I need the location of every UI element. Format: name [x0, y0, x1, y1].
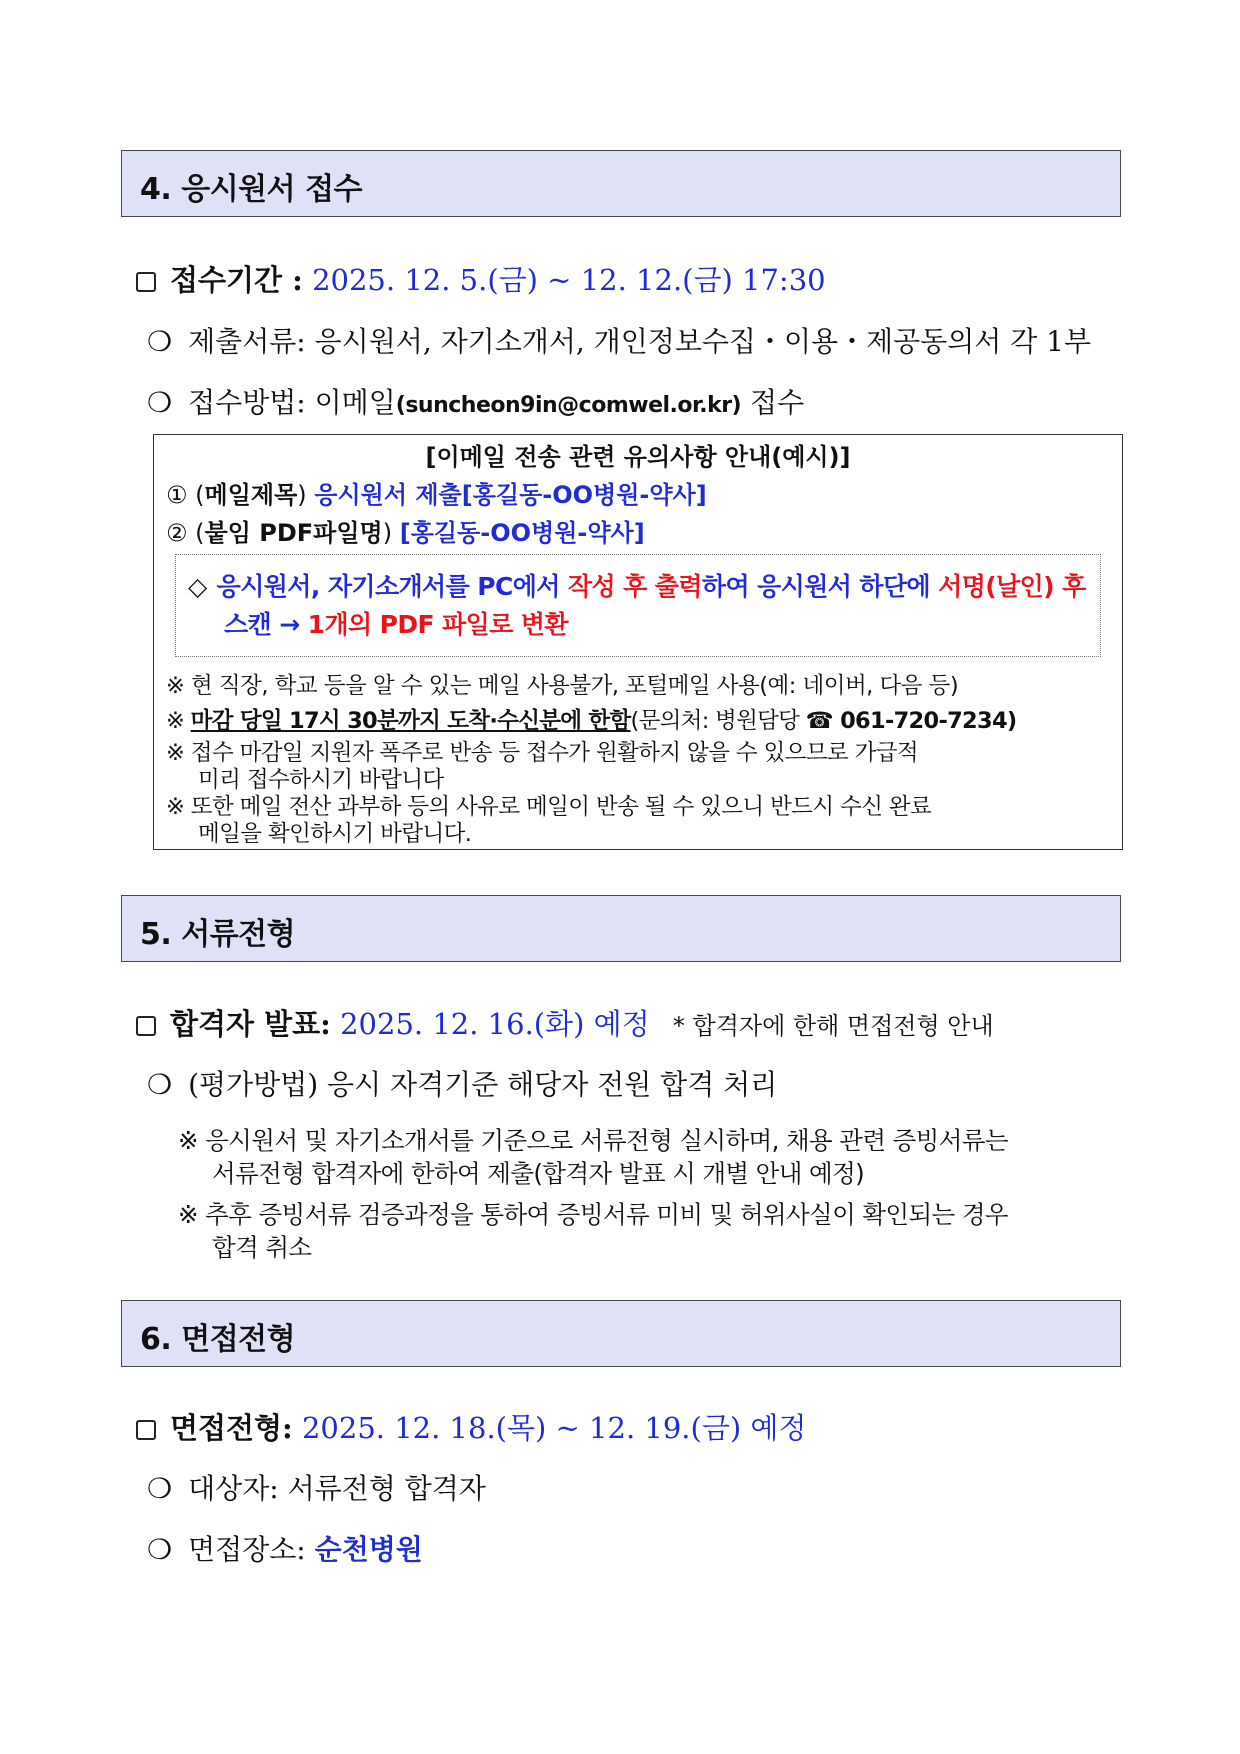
place-value: 순천병원 — [314, 1533, 423, 1566]
method-item — [147, 381, 804, 421]
phone-icon: ☎ — [805, 708, 833, 734]
method-email[interactable]: (suncheon9in@comwel.or.kr) — [395, 393, 742, 418]
note2-mark: ※ — [166, 708, 191, 734]
circle-bullet-icon: ❍ — [147, 1533, 173, 1566]
result-announcement — [136, 1002, 994, 1043]
announce-label: 합격자 발표: — [170, 1007, 331, 1041]
inner-part-4: 서명(날인) 후 — [938, 572, 1086, 601]
checkbox-square-icon — [136, 1420, 156, 1440]
inner-part-6: 1개의 PDF 파일로 변환 — [307, 610, 568, 639]
target-text: 대상자: 서류전형 합격자 — [188, 1472, 486, 1505]
section-5-title: 5. 서류전형 — [140, 917, 296, 952]
item1-label: 메일제목 — [204, 481, 298, 509]
item2-close: ) — [382, 519, 393, 547]
section-6-header — [121, 1300, 1121, 1367]
section5-note-1-line-1: ※ 응시원서 및 자기소개서를 기준으로 서류전형 실시하며, 채용 관련 증빙서류는 — [178, 1126, 1008, 1155]
item1-close: ) — [297, 481, 307, 509]
notice-note-4-line-1: ※ 또한 메일 전산 과부하 등의 사유로 메일이 반송 될 수 있으니 반드시 수신 완료 — [166, 794, 932, 820]
method-label: 접수방법: 이메일 — [188, 386, 396, 419]
circle-bullet-icon: ❍ — [147, 1068, 173, 1101]
interview-place — [147, 1528, 423, 1568]
inner-line-2 — [224, 605, 568, 641]
circle-bullet-icon: ❍ — [147, 325, 173, 358]
inner-part-2: 작성 후 출력 — [567, 572, 702, 601]
circle-bullet-icon: ❍ — [147, 1472, 173, 1505]
notice-note-3-line-2: 미리 접수하시기 바랍니다 — [198, 767, 444, 793]
item2-value: [홍길동-OO병원-약사] — [399, 519, 645, 547]
item1-value: 응시원서 제출[홍길동-OO병원-약사] — [314, 481, 707, 509]
interview-value: 2025. 12. 18.(목) ~ 12. 19.(금) 예정 — [301, 1411, 807, 1445]
inner-part-5: 스캔 → — [224, 610, 308, 639]
inner-instruction-box — [175, 554, 1101, 657]
note2-rest: (문의처: 병원담당 — [630, 708, 806, 734]
inner-line-1 — [188, 567, 1086, 603]
notice-note-3-line-1: ※ 접수 마감일 지원자 폭주로 반송 등 접수가 원활하지 않을 수 있으므로 가급적 — [166, 740, 919, 766]
section5-note-1-line-2: 서류전형 합격자에 한하여 제출(합격자 발표 시 개별 안내 예정) — [212, 1159, 865, 1188]
item1-prefix: ① ( — [166, 481, 205, 509]
inner-part-3: 하여 응시원서 하단에 — [701, 572, 939, 601]
announce-note: * 합격자에 한해 면접전형 안내 — [672, 1012, 994, 1040]
method-suffix: 접수 — [750, 386, 805, 419]
inner-part-1: 응시원서, 자기소개서를 PC에서 — [216, 572, 568, 601]
notice-note-4-line-2: 메일을 확인하시기 바랍니다. — [198, 821, 472, 847]
section-4-title: 4. 응시원서 접수 — [140, 172, 363, 207]
section5-note-2-line-1: ※ 추후 증빙서류 검증과정을 통하여 증빙서류 미비 및 허위사실이 확인되는 경우 — [178, 1200, 1008, 1229]
checkbox-square-icon — [136, 1016, 156, 1036]
application-period — [136, 258, 826, 299]
interview-label: 면접전형: — [170, 1411, 293, 1445]
notice-item-1 — [166, 475, 707, 510]
section5-note-2-line-2: 합격 취소 — [212, 1233, 312, 1262]
note2-phone: 061-720-7234) — [832, 708, 1017, 734]
announce-value: 2025. 12. 16.(화) 예정 — [340, 1007, 650, 1041]
period-value: 2025. 12. 5.(금) ~ 12. 12.(금) 17:30 — [312, 263, 826, 297]
section-5-header — [121, 895, 1121, 962]
evaluation-text: (평가방법) 응시 자격기준 해당자 전원 합격 처리 — [188, 1068, 778, 1101]
item2-prefix: ② ( — [166, 519, 205, 547]
email-notice-box — [153, 434, 1123, 850]
place-label: 면접장소: — [188, 1533, 306, 1566]
evaluation-method — [147, 1063, 777, 1103]
notice-title: [이메일 전송 관련 유의사항 안내(예시)] — [425, 443, 851, 471]
circle-bullet-icon: ❍ — [147, 386, 173, 419]
interview-schedule — [136, 1406, 806, 1447]
diamond-bullet-icon: ◇ — [188, 572, 207, 601]
notice-item-2 — [166, 513, 645, 548]
checkbox-square-icon — [136, 272, 156, 292]
note2-bold: 마감 당일 17시 30분까지 도착·수신분에 한함 — [190, 708, 631, 734]
item2-label: 붙임 PDF파일명 — [204, 519, 383, 547]
section-4-header — [121, 150, 1121, 217]
period-label: 접수기간 : — [170, 263, 303, 297]
documents-text: 제출서류: 응시원서, 자기소개서, 개인정보수집・이용・제공동의서 각 1부 — [188, 325, 1092, 358]
documents-item — [147, 320, 1091, 360]
notice-note-2 — [166, 703, 1017, 735]
interview-target — [147, 1467, 486, 1507]
notice-note-1: ※ 현 직장, 학교 등을 알 수 있는 메일 사용불가, 포털메일 사용(예: 네이버, 다음 등) — [166, 673, 959, 699]
section-6-title: 6. 면접전형 — [140, 1322, 296, 1357]
